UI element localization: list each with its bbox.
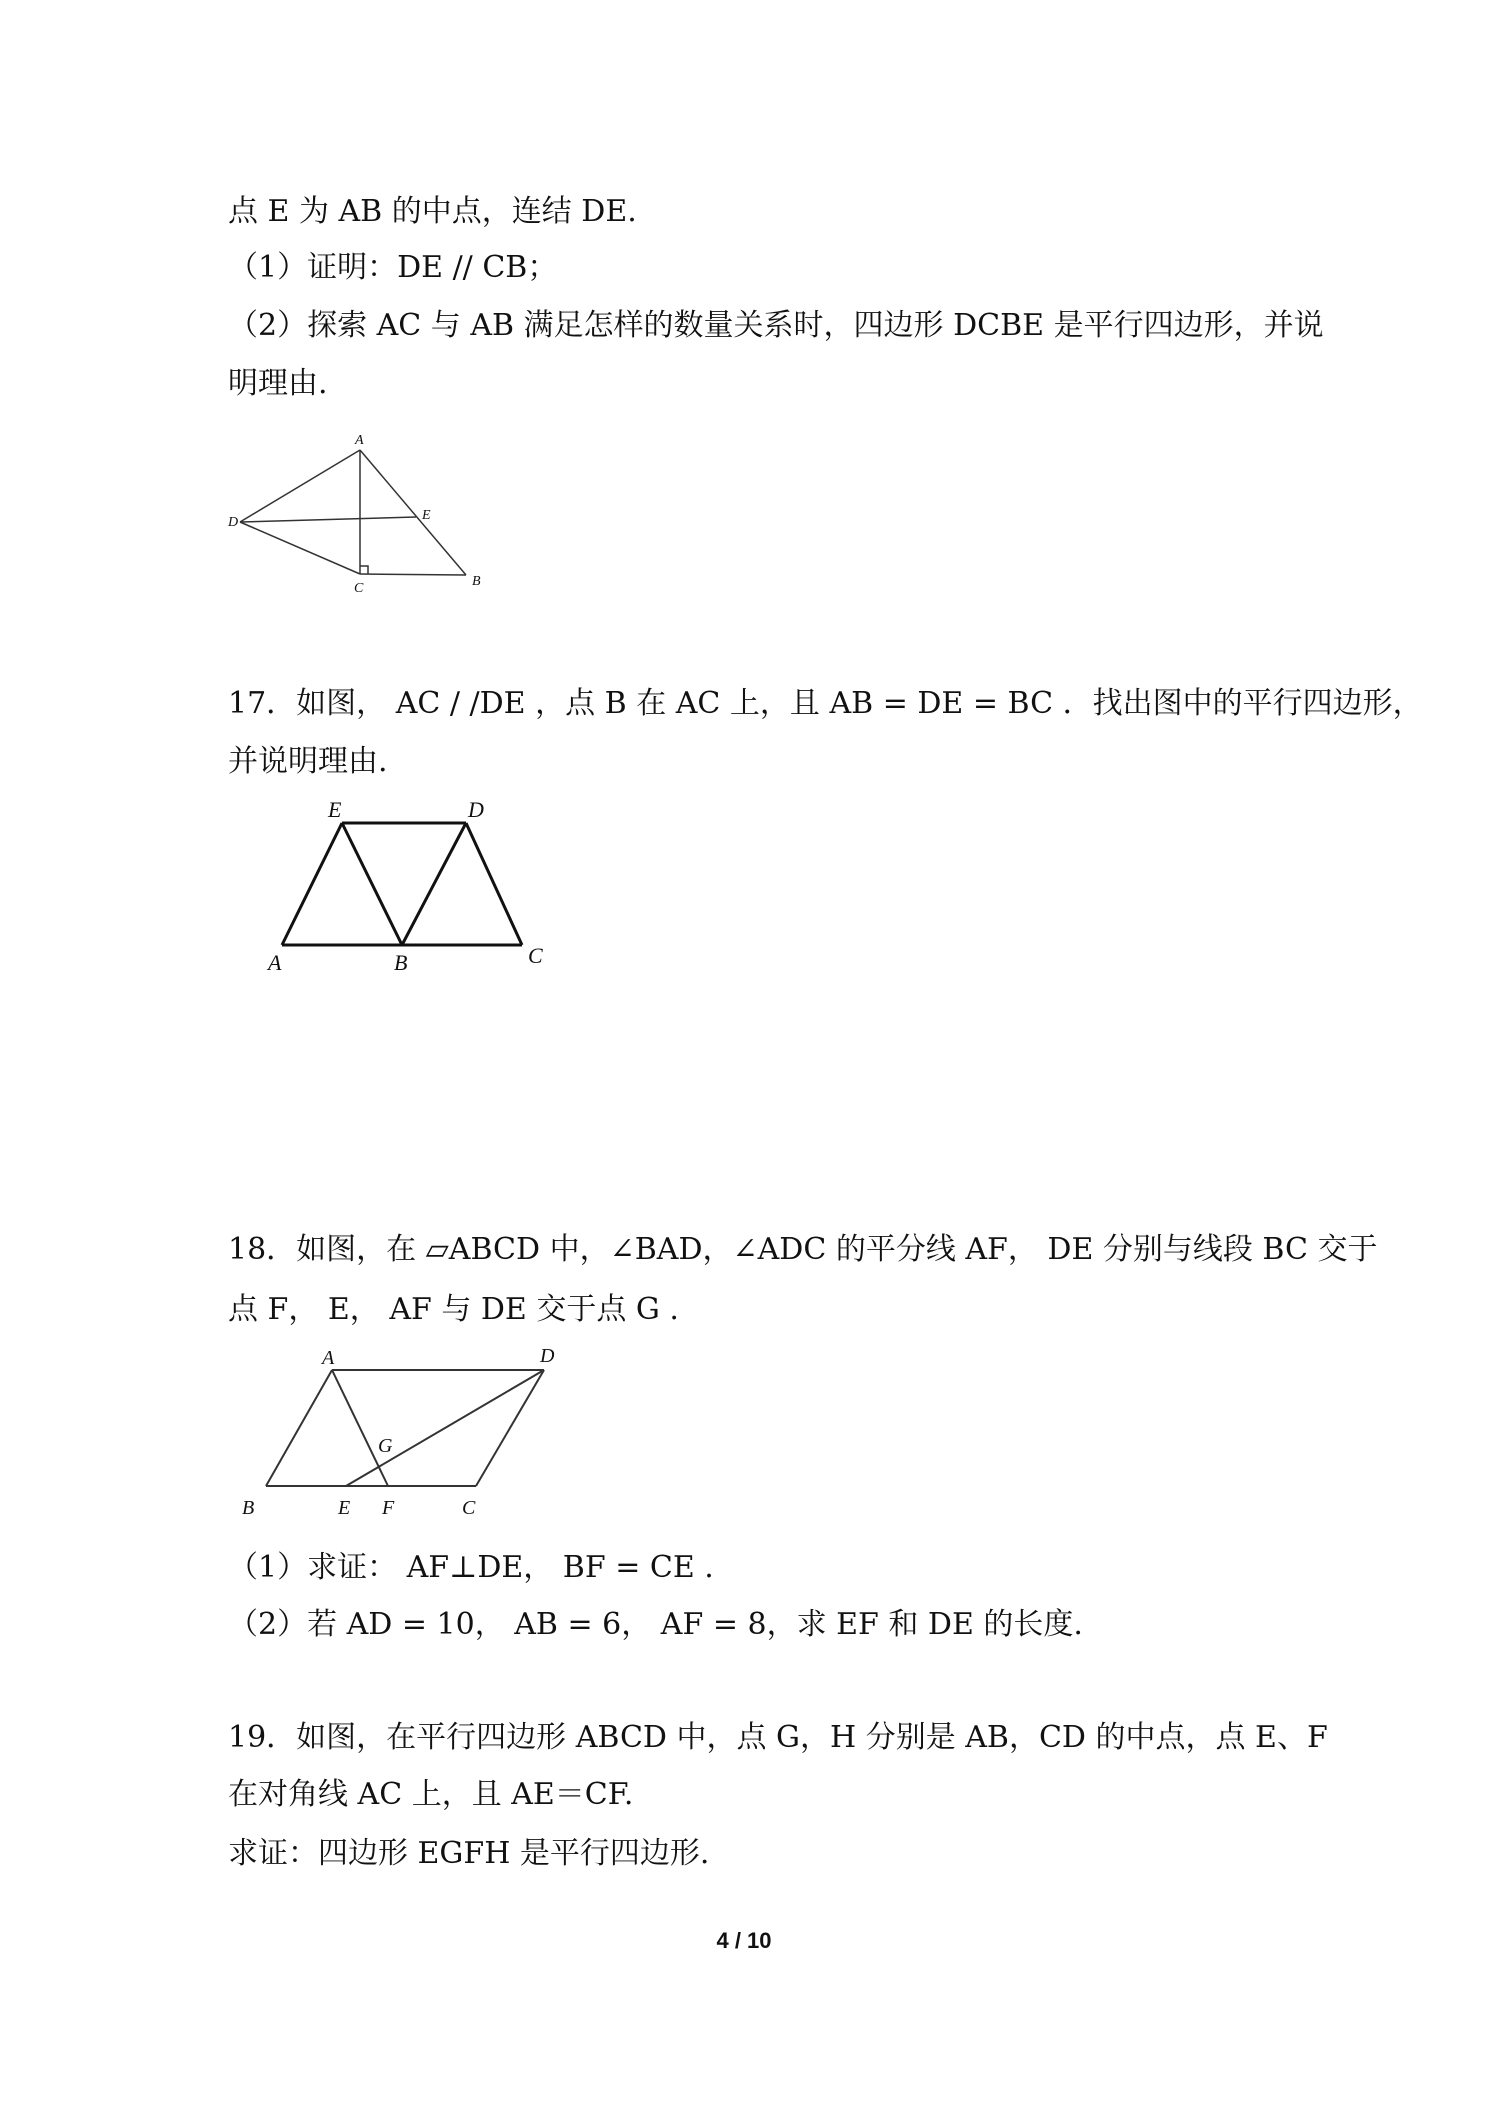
q19-line2: 在对角线 AC 上，且 AE＝CF. — [228, 1777, 634, 1812]
label-g: G — [378, 1435, 393, 1457]
label-b: B — [394, 950, 408, 975]
q17-figure — [260, 795, 560, 975]
q18-part1: （1）求证： AF⊥DE， BF = CE . — [228, 1550, 714, 1585]
label-a: A — [355, 433, 364, 448]
segment-de — [346, 1370, 544, 1486]
segment-de — [240, 517, 416, 522]
segment-ab — [360, 450, 466, 575]
label-a: A — [268, 950, 282, 975]
label-b: B — [472, 574, 481, 589]
label-a: A — [322, 1347, 335, 1369]
segment-dc — [476, 1370, 544, 1486]
label-b: B — [242, 1497, 255, 1519]
label-e: E — [338, 1497, 351, 1519]
q16-part1: （1）证明：DE // CB； — [228, 250, 558, 285]
q16-figure — [220, 430, 500, 595]
segment-dc — [466, 823, 522, 945]
q18-figure — [230, 1340, 590, 1525]
q16-intro: 点 E 为 AB 的中点，连结 DE. — [228, 194, 637, 229]
q18-line2: 点 F， E， AF 与 DE 交于点 G . — [228, 1292, 679, 1327]
segment-ae — [282, 823, 342, 945]
q16-part2-line2: 明理由. — [228, 366, 328, 401]
q19-line1: 19．如图，在平行四边形 ABCD 中，点 G，H 分别是 AB，CD 的中点，点 E、F — [228, 1720, 1328, 1755]
segment-cb — [360, 574, 466, 575]
label-c: C — [354, 581, 364, 595]
label-f: F — [382, 1497, 395, 1519]
label-e: E — [328, 797, 342, 822]
page-number: 4 / 10 — [716, 1928, 772, 1953]
label-e: E — [422, 508, 431, 523]
label-d: D — [540, 1345, 555, 1367]
segment-ad — [240, 450, 360, 522]
label-d: D — [468, 797, 484, 822]
q17-line1: 17．如图， AC / /DE ，点 B 在 AC 上，且 AB = DE = BC ．找出图中的平行四边形， — [228, 686, 1423, 721]
segment-bd — [402, 823, 466, 945]
right-angle-mark — [360, 566, 368, 574]
q19-line3: 求证：四边形 EGFH 是平行四边形. — [228, 1836, 710, 1871]
q18-line1: 18．如图，在 ▱ABCD 中，∠BAD，∠ADC 的平分线 AF， DE 分别与线段 BC 交于 — [228, 1232, 1378, 1267]
segment-eb — [342, 823, 402, 945]
label-d: D — [228, 515, 239, 530]
label-c: C — [528, 943, 543, 968]
segment-ab — [266, 1370, 332, 1486]
q16-part2-line1: （2）探索 AC 与 AB 满足怎样的数量关系时，四边形 DCBE 是平行四边形，并说 — [228, 308, 1324, 343]
segment-dc — [240, 522, 360, 574]
q18-part2: （2）若 AD = 10， AB = 6， AF = 8，求 EF 和 DE 的长度. — [228, 1607, 1083, 1642]
segment-af — [332, 1370, 388, 1486]
q17-line2: 并说明理由. — [228, 744, 388, 779]
label-c: C — [462, 1497, 476, 1519]
